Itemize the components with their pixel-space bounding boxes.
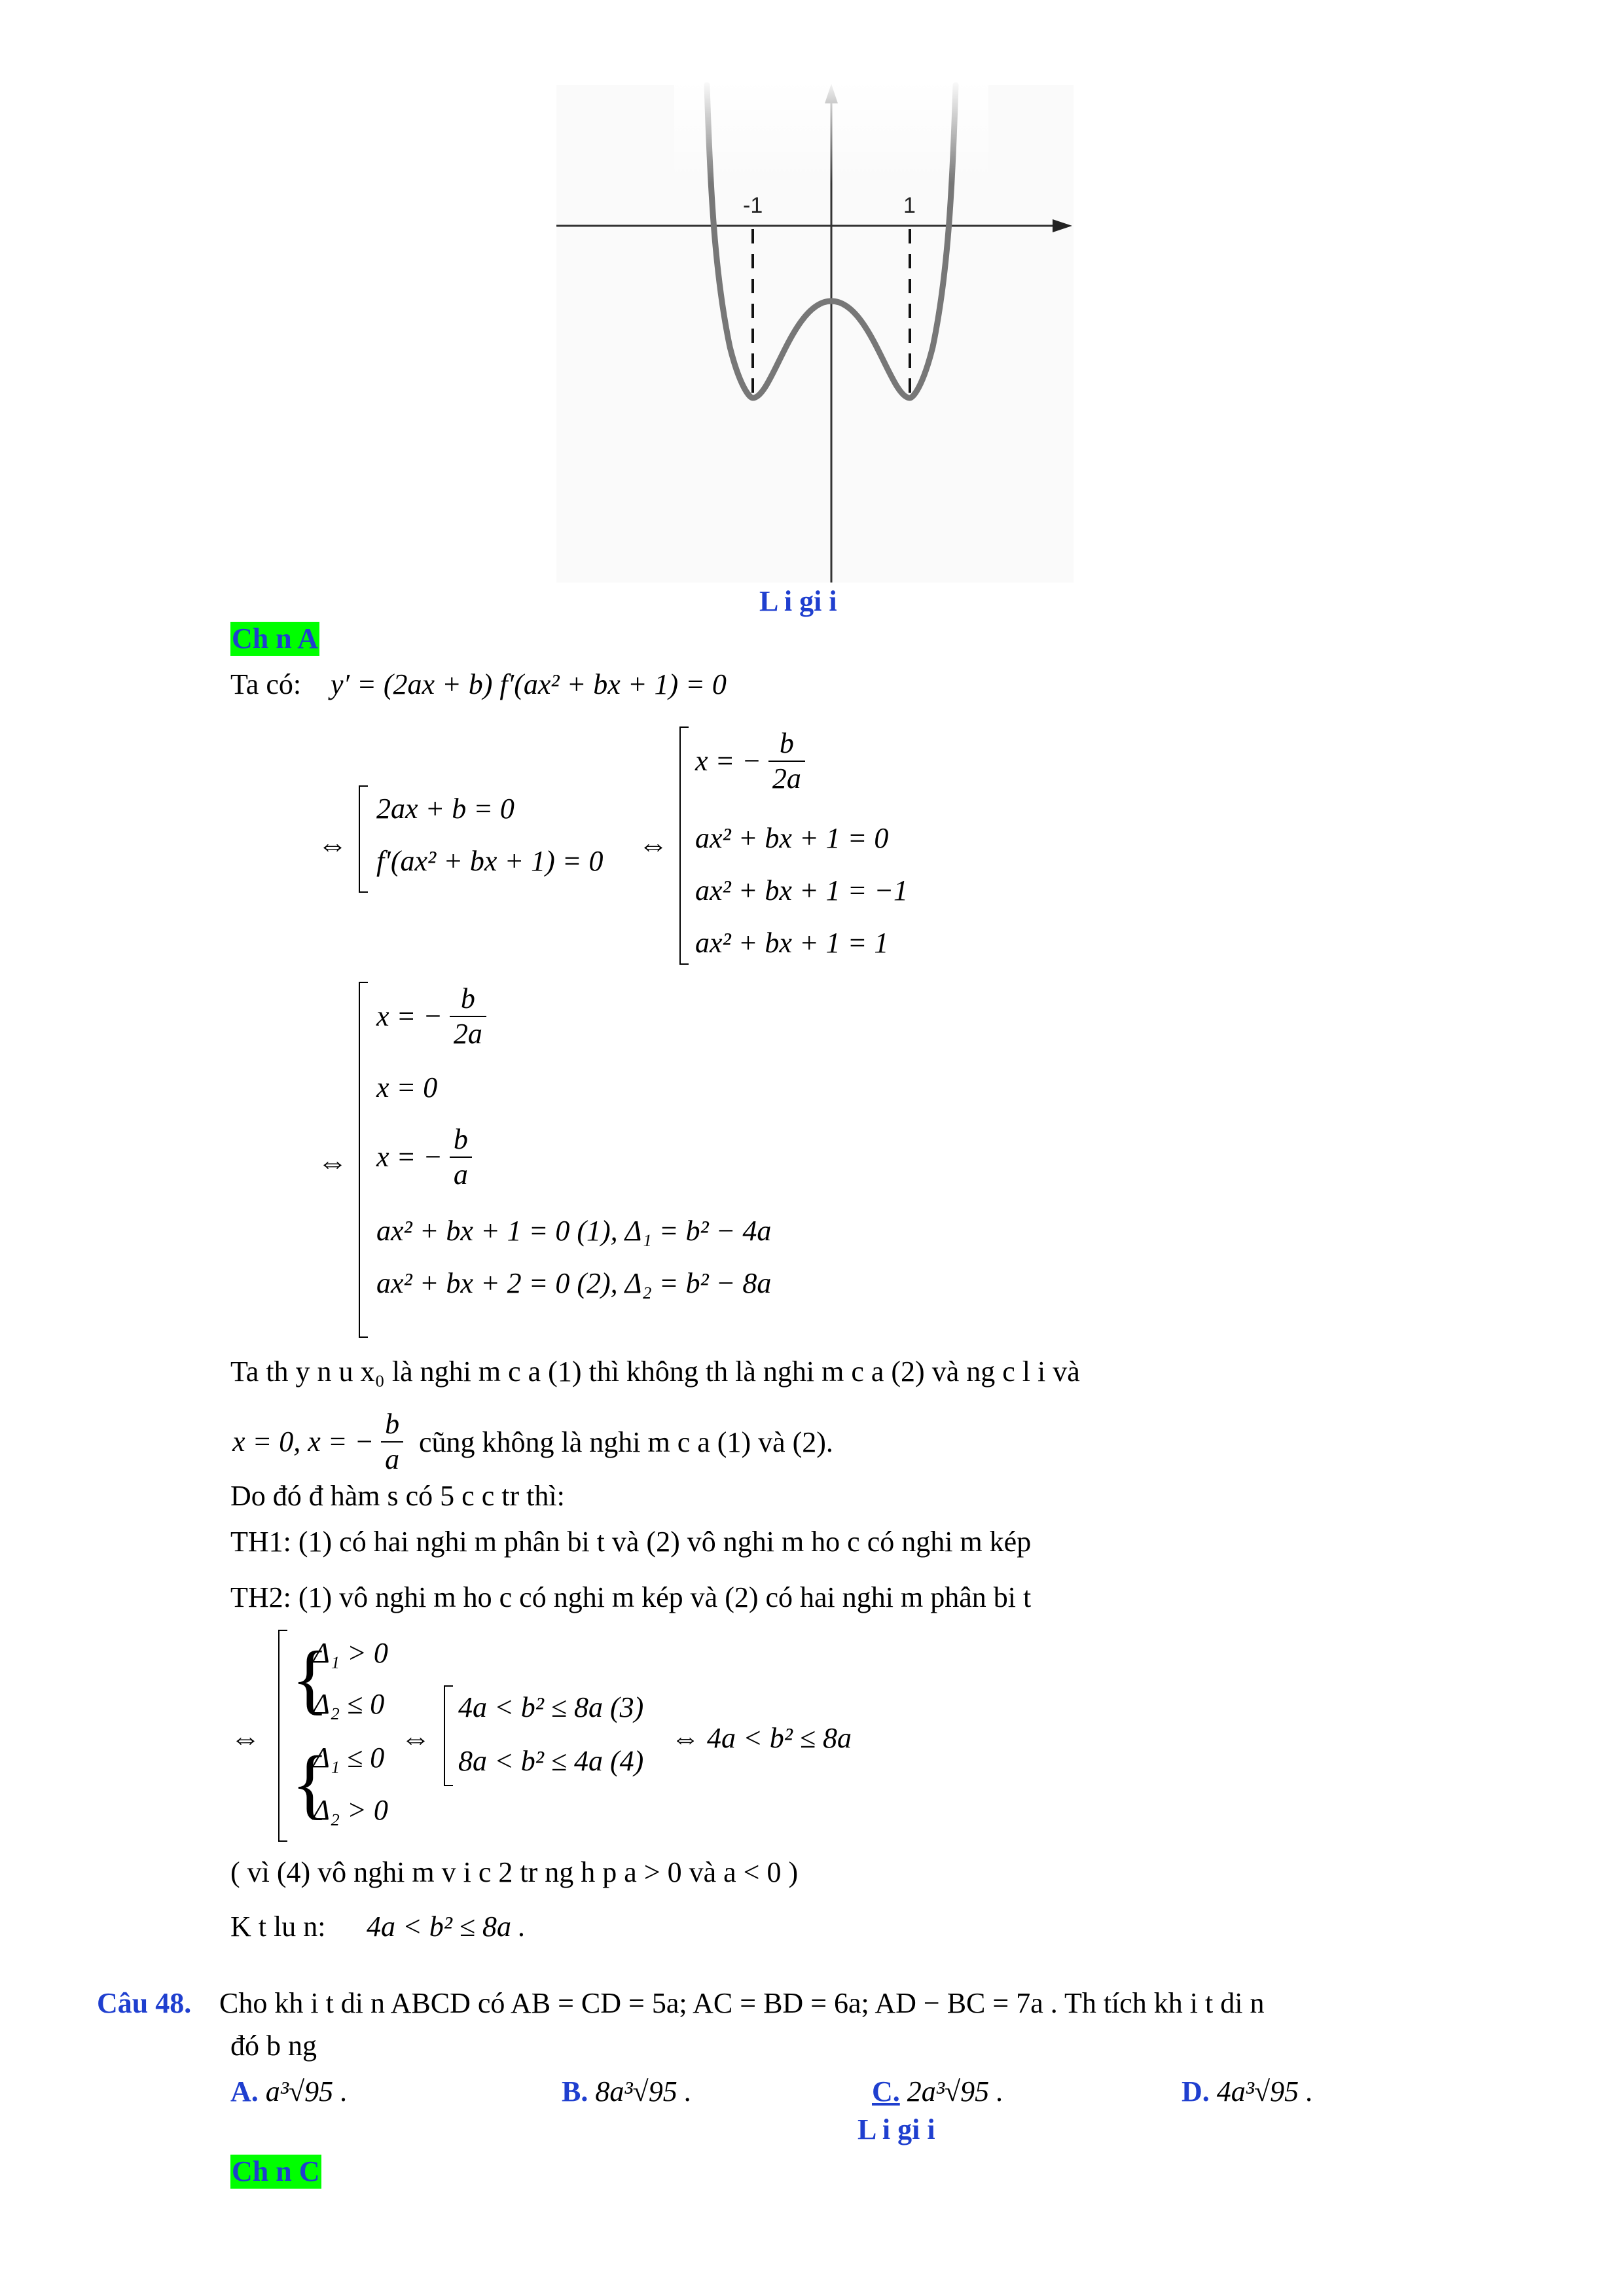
paragraph-2-lhs: x = 0, x = − (232, 1426, 374, 1458)
sys2-eq-a-den: 2a (772, 762, 801, 795)
solution-48-heading: L i gi i (857, 2113, 935, 2145)
option-a-value: a³√95 . (265, 2075, 348, 2108)
function-graph (543, 72, 1080, 589)
conclusion-label: K t lu n: (230, 1910, 326, 1943)
tick-label-pos1: 1 (903, 193, 916, 218)
question-48-text-line1: Cho kh i t di n ABCD có AB = CD = 5a; AC = BD = 6a; AD − BC = 7a . Th tích kh i t di n (219, 1987, 1265, 2019)
paragraph-2-math (232, 1407, 403, 1477)
sys5-result: ⇔ 4a < b² ≤ 8a (671, 1722, 852, 1754)
sys3-eq-b: x = 0 (376, 1071, 438, 1103)
sys2-eq-c: ax² + bx + 1 = −1 (695, 874, 909, 906)
option-c-letter: C. (872, 2075, 900, 2108)
paragraph-2-den: a (385, 1443, 400, 1475)
sys4-eq-c: Δ₁ ≤ 0 (313, 1742, 385, 1774)
option-b-letter: B. (562, 2075, 588, 2108)
brace-sys4-bottom: { (291, 1740, 329, 1827)
sys2-eq-a-fraction (768, 726, 805, 796)
sys4-eq-b: Δ₂ ≤ 0 (313, 1688, 385, 1720)
equiv-symbol-3: ⇔ (317, 1145, 348, 1179)
option-c-value: 2a³√95 . (907, 2075, 1004, 2108)
brace-sys4-top: { (291, 1635, 329, 1722)
conclusion-math: 4a < b² ≤ 8a . (367, 1910, 526, 1943)
sys3-eq-c (376, 1122, 472, 1192)
bracket-sys2 (679, 726, 689, 965)
paragraph-1: Ta th y n u x₀ là nghi m c a (1) thì không th là nghi m c a (2) và ng c l i và (230, 1355, 1080, 1388)
question-48-text-line2: đó b ng (230, 2030, 317, 2062)
sys3-eq-a-num: b (450, 982, 486, 1017)
option-c[interactable] (872, 2075, 1003, 2109)
sys2-eq-a-num: b (768, 726, 805, 762)
equiv-symbol-1: ⇔ (317, 828, 348, 861)
derivative-equation: y′ = (2ax + b) f′(ax² + bx + 1) = 0 (331, 668, 727, 700)
equiv-symbol-4: ⇔ (230, 1721, 261, 1755)
bracket-sys4 (278, 1630, 287, 1842)
sys3-eq-a-lhs: x = − (376, 1000, 442, 1032)
case-th1: TH1: (1) có hai nghi m phân bi t và (2) vô nghi m ho c có nghi m kép (230, 1526, 1032, 1558)
sys3-eq-a (376, 982, 486, 1051)
option-d-letter: D. (1182, 2075, 1210, 2108)
sys1-eq-a: 2ax + b = 0 (376, 793, 514, 825)
sys2-eq-a-lhs: x = − (695, 745, 761, 777)
sys4-eq-a: Δ₁ > 0 (313, 1637, 388, 1669)
paragraph-2-num: b (381, 1407, 403, 1443)
solution-heading: L i gi i (759, 585, 837, 617)
sys2-eq-b: ax² + bx + 1 = 0 (695, 822, 889, 854)
sys3-eq-e: ax² + bx + 2 = 0 (2), Δ₂ = b² − 8a (376, 1267, 772, 1299)
bracket-sys3 (359, 982, 368, 1338)
sys5-eq-a: 4a < b² ≤ 8a (3) (458, 1691, 644, 1723)
curve-top-fade (674, 79, 988, 183)
option-b-value: 8a³√95 . (595, 2075, 692, 2108)
option-a-letter: A. (230, 2075, 259, 2108)
bracket-sys5 (444, 1685, 453, 1786)
tick-label-neg1: -1 (743, 193, 763, 218)
equiv-symbol-5: ⇔ (401, 1721, 431, 1755)
ta-co-label: Ta có: (230, 668, 302, 700)
paragraph-3: Do đó đ hàm s có 5 c c tr thì: (230, 1480, 565, 1512)
answer-choice-a: Ch n A (232, 622, 319, 655)
case-th2: TH2: (1) vô nghi m ho c có nghi m kép và (2) có hai nghi m phân bi t (230, 1581, 1032, 1613)
answer-choice-c: Ch n C (232, 2155, 320, 2187)
bracket-sys1 (359, 785, 368, 893)
option-d[interactable] (1182, 2075, 1313, 2109)
sys2-eq-d: ax² + bx + 1 = 1 (695, 927, 889, 959)
sys3-eq-d: ax² + bx + 1 = 0 (1), Δ₁ = b² − 4a (376, 1215, 772, 1247)
sys4-eq-d: Δ₂ > 0 (313, 1794, 388, 1826)
sys3-eq-c-den: a (453, 1158, 468, 1191)
option-d-value: 4a³√95 . (1216, 2075, 1314, 2108)
paragraph-2-fraction (381, 1407, 403, 1477)
sys5-eq-b: 8a < b² ≤ 4a (4) (458, 1745, 644, 1777)
sys2-eq-a (695, 726, 805, 796)
sys3-eq-a-den: 2a (453, 1018, 482, 1050)
option-b[interactable] (562, 2075, 692, 2109)
question-48-label: Câu 48. (97, 1987, 192, 2019)
sys3-eq-c-fraction (450, 1122, 472, 1192)
equiv-symbol-2: ⇔ (638, 828, 668, 861)
paragraph-2-text: cũng không là nghi m c a (1) và (2). (419, 1426, 833, 1458)
note-case4: ( vì (4) vô nghi m v i c 2 tr ng h p a > 0 và a < 0 ) (230, 1856, 799, 1888)
sys1-eq-b: f′(ax² + bx + 1) = 0 (376, 845, 604, 877)
sys3-eq-a-fraction (450, 982, 486, 1051)
sys3-eq-c-lhs: x = − (376, 1141, 442, 1173)
sys3-eq-c-num: b (450, 1122, 472, 1158)
option-a[interactable] (230, 2075, 348, 2109)
